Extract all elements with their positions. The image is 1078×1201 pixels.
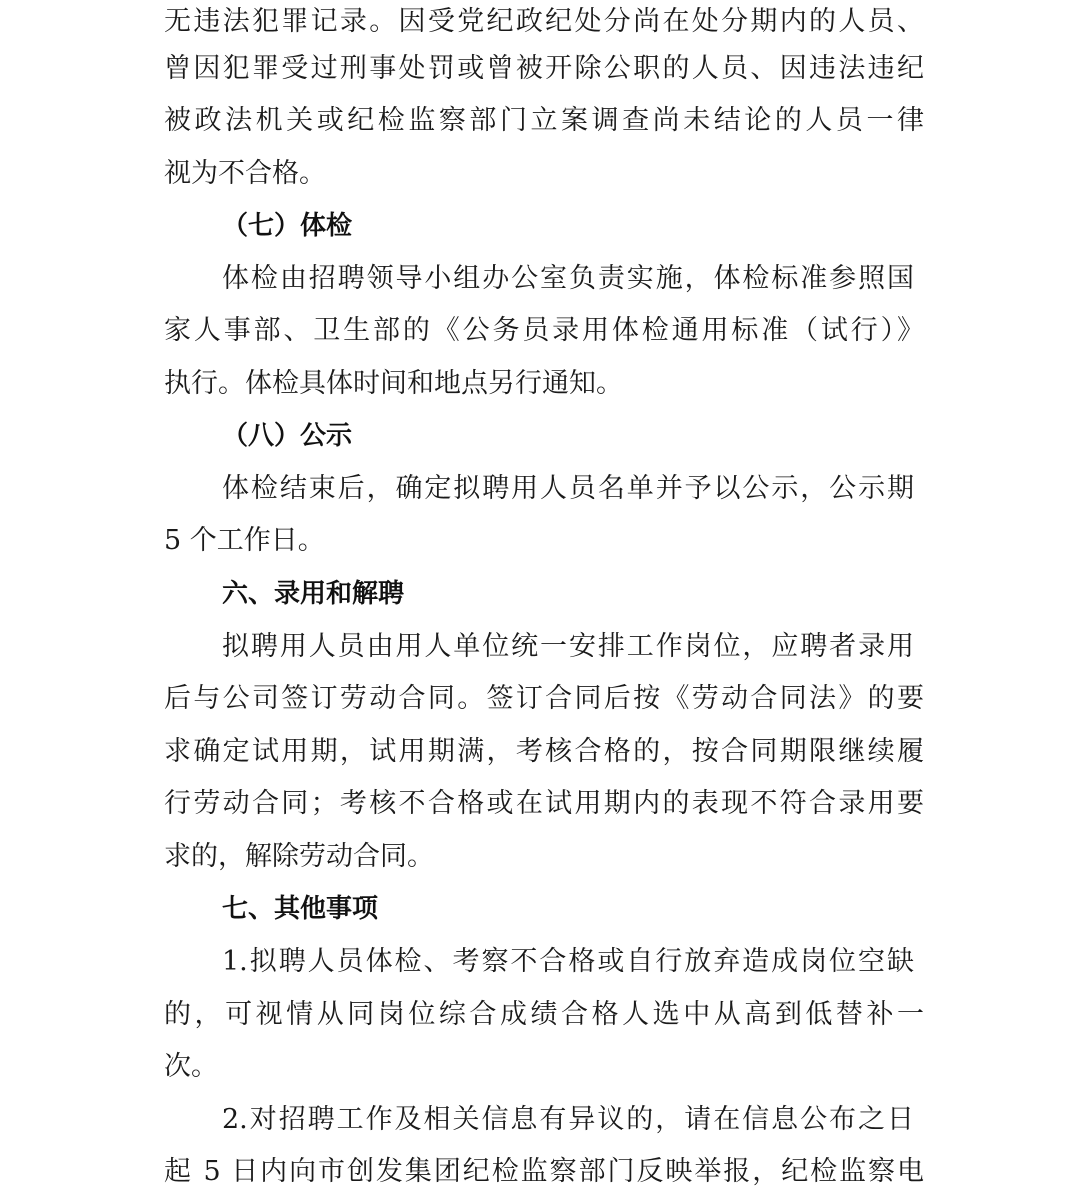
section-title-physical-exam: （七）体检 [222,211,353,241]
paragraph-line: 求确定试用期，试用期满，考核合格的，按合同期限继续履 [164,736,924,767]
paragraph-line: 行劳动合同；考核不合格或在试用期内的表现不符合录用要 [164,788,924,819]
paragraph-line: 曾因犯罪受过刑事处罚或曾被开除公职的人员、因违法违纪 [164,53,924,84]
paragraph-line: 的，可视情从同岗位综合成绩合格人选中从高到低替补一 [164,999,924,1030]
paragraph-line: 体检结束后，确定拟聘用人员名单并予以公示，公示期 [222,473,914,504]
paragraph-line: 拟聘用人员由用人单位统一安排工作岗位，应聘者录用 [222,631,914,662]
paragraph-line: 求的，解除劳动合同。 [164,841,434,872]
chapter-title-hiring: 六、录用和解聘 [222,579,405,609]
paragraph-line: 执行。体检具体时间和地点另行通知。 [164,368,623,399]
paragraph-line: 起 5 日内向市创发集团纪检监察部门反映举报，纪检监察电 [164,1156,924,1187]
chapter-title-other-matters: 七、其他事项 [222,894,379,924]
paragraph-line: 体检由招聘领导小组办公室负责实施，体检标准参照国 [222,263,914,294]
paragraph-line: 5 个工作日。 [164,525,325,556]
section-title-publicity: （八）公示 [222,421,353,451]
paragraph-line: 2.对招聘工作及相关信息有异议的，请在信息公布之日 [222,1104,914,1135]
paragraph-line: 次。 [164,1051,218,1082]
paragraph-line: 无违法犯罪记录。因受党纪政纪处分尚在处分期内的人员、 [164,6,924,37]
paragraph-line: 1.拟聘人员体检、考察不合格或自行放弃造成岗位空缺 [222,946,914,977]
paragraph-line: 视为不合格。 [164,158,326,189]
paragraph-line: 家人事部、卫生部的《公务员录用体检通用标准（试行）》 [164,315,924,346]
paragraph-line: 后与公司签订劳动合同。签订合同后按《劳动合同法》的要 [164,683,924,714]
paragraph-line: 被政法机关或纪检监察部门立案调查尚未结论的人员一律 [164,105,924,136]
